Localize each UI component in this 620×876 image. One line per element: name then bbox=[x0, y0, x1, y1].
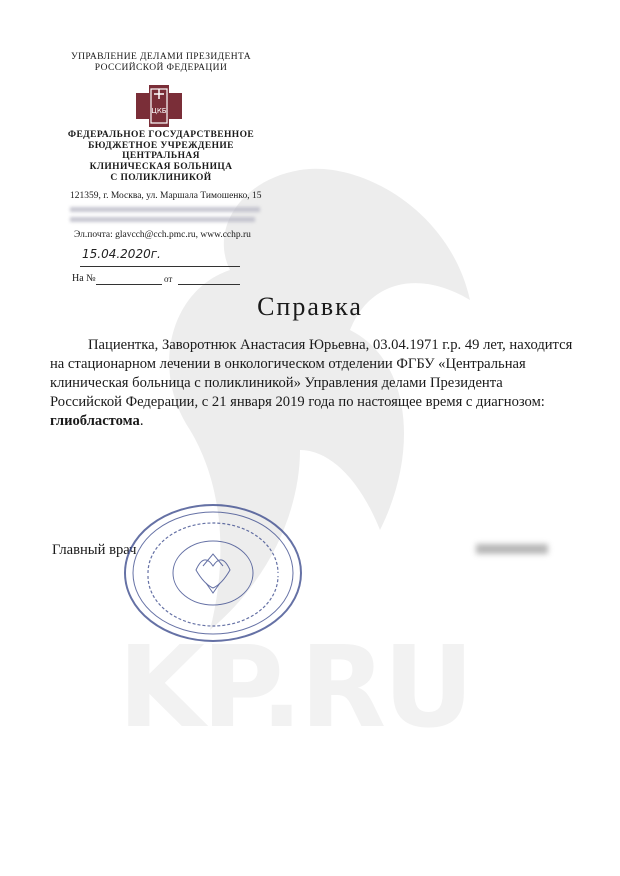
watermark-text: KP.RU bbox=[118, 623, 472, 753]
letterhead-administration bbox=[56, 52, 266, 73]
org-line: ЦЕНТРАЛЬНАЯ bbox=[122, 151, 200, 162]
certificate-body: Пациентка, Заворотнюк Анастасия Юрьевна, 03.04.1971 г.р. 49 лет, находится на стационарном лечении в онкологическом отделении ФГБУ «Центральная клиническая больница с поликлиникой» Управления делами Президента Российской Федерации, с 21 января 2019 года по настоящее время с диагнозом: глиобластома. bbox=[50, 337, 573, 429]
logo-text: ЦКБ bbox=[151, 107, 167, 115]
number-field bbox=[96, 284, 162, 285]
address: 121359, г. Москва, ул. Маршала Тимошенко, 15 bbox=[70, 191, 262, 201]
org-line: С ПОЛИКЛИНИКОЙ bbox=[110, 172, 212, 183]
number-date-field bbox=[178, 284, 240, 285]
blurred-phone bbox=[70, 207, 260, 212]
blurred-requisites bbox=[70, 217, 255, 222]
diagnosis: глиобластома bbox=[50, 413, 140, 429]
document-title: Справка bbox=[257, 292, 363, 321]
org-line: ФЕДЕРАЛЬНОЕ ГОСУДАРСТВЕННОЕ bbox=[67, 130, 255, 140]
hospital-logo-icon bbox=[136, 85, 182, 127]
certificate-text: Пациентка, Заворотнюк Анастасия Юрьевна, 03.04.1971 г.р. 49 лет, находится на стационарном лечении в онкологическом отделении ФГБУ «Центральная клиническая больница с поликлиникой» Управления делами Президента Российской Федерации, с 21 января 2019 года по настоящее время с диагнозом: bbox=[50, 337, 573, 410]
email-line: Эл.почта: glavcch@cch.pmc.ru, www.cchp.ru bbox=[74, 230, 251, 240]
official-seal-icon bbox=[118, 498, 308, 648]
number-label: На № bbox=[72, 273, 96, 284]
number-from-label: от bbox=[164, 274, 173, 284]
admin-line: РОССИЙСКОЙ ФЕДЕРАЦИИ bbox=[94, 62, 228, 73]
admin-line: УПРАВЛЕНИЕ ДЕЛАМИ ПРЕЗИДЕНТА bbox=[71, 52, 251, 62]
org-line: БЮДЖЕТНОЕ УЧРЕЖДЕНИЕ bbox=[88, 140, 234, 151]
signature-label: Главный врач bbox=[52, 542, 137, 558]
org-line: КЛИНИЧЕСКАЯ БОЛЬНИЦА bbox=[89, 161, 233, 172]
handwritten-date: 15.04.2020г. bbox=[82, 247, 161, 261]
blurred-signatory-name bbox=[476, 544, 548, 554]
letterhead-organization bbox=[56, 130, 266, 183]
